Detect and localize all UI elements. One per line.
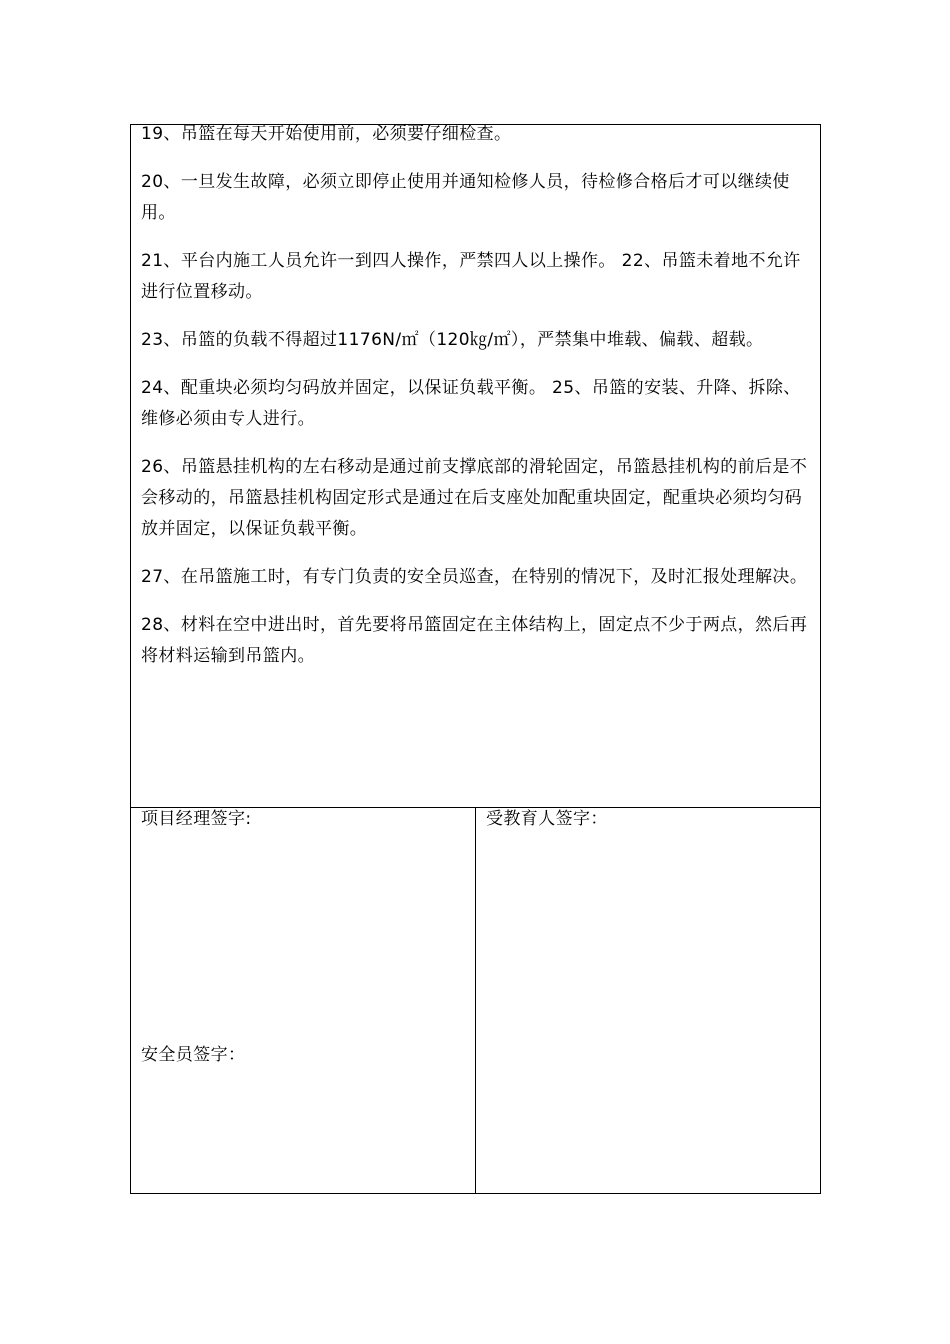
rule-28: 28、材料在空中进出时，首先要将吊篮固定在主体结构上，固定点不少于两点，然后再将材料运输到吊篮内。 [141, 615, 808, 666]
signature-row [131, 807, 820, 1193]
rule-21-22: 21、平台内施工人员允许一到四人操作，严禁四人以上操作。 22、吊篮未着地不允许进行位置移动。 [141, 251, 801, 302]
safety-officer-signature-label: 安全员签字： [141, 1045, 246, 1065]
rule-23: 23、吊篮的负载不得超过1176N/㎡（120㎏/㎡），严禁集中堆载、偏载、超载。 [141, 330, 764, 350]
project-manager-signature-label: 项目经理签字: [141, 809, 252, 829]
trainee-signature-label: 受教育人签字： [486, 809, 608, 829]
rule-27: 27、在吊篮施工时，有专门负责的安全员巡查，在特别的情况下，及时汇报处理解决。 [141, 567, 808, 587]
rules-cell [131, 125, 820, 807]
manager-signature-cell[interactable] [131, 808, 476, 1193]
safety-briefing-table [130, 124, 821, 1194]
trainee-signature-cell[interactable] [476, 808, 820, 1193]
rule-20: 20、一旦发生故障，必须立即停止使用并通知检修人员，待检修合格后才可以继续使用。 [141, 172, 790, 223]
rule-24-25: 24、配重块必须均匀码放并固定，以保证负载平衡。 25、吊篮的安装、升降、拆除、维修必须由专人进行。 [141, 378, 801, 429]
rule-26: 26、吊篮悬挂机构的左右移动是通过前支撑底部的滑轮固定，吊篮悬挂机构的前后是不会移动的，吊篮悬挂机构固定形式是通过在后支座处加配重块固定，配重块必须均匀码放并固定，以保证负载平衡。 [141, 457, 808, 539]
rule-19: 19、吊篮在每天开始使用前，必须要仔细检查。 [141, 124, 512, 144]
